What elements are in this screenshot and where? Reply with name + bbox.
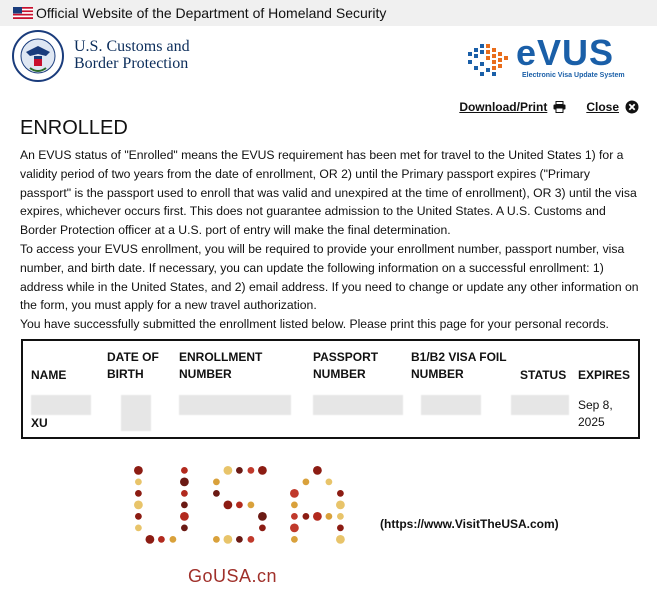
usa-logo-dot (248, 536, 255, 543)
usa-logo-dot (158, 536, 165, 543)
header-enrollment-line1: ENROLLMENT (179, 350, 263, 364)
page-actions (459, 100, 639, 114)
usa-logo-dot (313, 512, 322, 521)
usa-logo-dot (181, 502, 188, 509)
site-header (0, 26, 657, 98)
evus-logo (462, 30, 652, 90)
usa-logo-dot (224, 466, 233, 475)
usa-logo-dot (303, 513, 310, 520)
page-title: ENROLLED (20, 117, 128, 139)
header-visa-foil-number (411, 349, 507, 383)
usa-logo-dot (224, 501, 233, 510)
usa-logo-dot (213, 490, 220, 497)
confirmation-paragraph: You have successfully submitted the enrollment listed below. Please print this page for your personal records. (20, 317, 609, 331)
evus-globe-icon (462, 38, 514, 82)
printer-icon[interactable] (553, 101, 566, 113)
header-enrollment-line2: NUMBER (179, 367, 232, 381)
cell-expires (578, 397, 613, 431)
redacted-enrollment-number (179, 395, 291, 415)
header-dob-line1: DATE OF (107, 350, 159, 364)
usa-logo-dot (326, 513, 333, 520)
gousa-wordmark: GoUSA.cn (188, 566, 278, 586)
usa-logo-dot (181, 467, 188, 474)
usa-logo-dot (291, 502, 298, 509)
usa-logo-dot (181, 525, 188, 532)
usa-logo-dot (259, 525, 266, 532)
usa-logo-dot (248, 502, 255, 509)
usa-logo-dot (248, 467, 255, 474)
usa-logo-dot (258, 512, 267, 521)
usa-logo-dot (258, 466, 267, 475)
cell-expires-line1: Sep 8, (578, 398, 613, 412)
usa-logo-dot (337, 490, 344, 497)
agency-name-line1: U.S. Customs and (74, 38, 190, 55)
visit-usa-url: (https://www.VisitTheUSA.com) (380, 517, 559, 531)
usa-logo-dot (290, 524, 299, 533)
usa-logo-dot (291, 536, 298, 543)
usa-logo-dot (236, 536, 243, 543)
usa-logo-dot (134, 466, 143, 475)
evus-tagline: Electronic Visa Update System (522, 72, 625, 79)
dhs-seal-icon (12, 30, 64, 82)
usa-logo-dot (236, 467, 243, 474)
enrollment-table (21, 339, 640, 439)
header-dob-line2: BIRTH (107, 367, 144, 381)
usa-logo-dot (135, 490, 142, 497)
usa-dot-logo (128, 460, 360, 548)
usa-logo-dot (313, 466, 322, 475)
gov-banner-text: Official Website of the Department of Homeland Security (36, 5, 387, 21)
usa-logo-dot (135, 513, 142, 520)
usa-logo-dot (303, 479, 310, 486)
usa-logo-dot (213, 479, 220, 486)
header-passport-line1: PASSPORT (313, 350, 379, 364)
usa-logo-dot (134, 501, 143, 510)
header-visa-line1: B1/B2 VISA FOIL (411, 350, 507, 364)
usa-logo-dot (213, 536, 220, 543)
header-enrollment-number (179, 349, 262, 383)
access-instructions-paragraph: To access your EVUS enrollment, you will be required to provide your enrollment number, passport number, visa number, and birth date. If necessary, you can update the following information on a successful enrollment: 1) address while in the United States, and 2) email address. If you need to change or update any other information on the form, you must apply for a new travel authorization. (20, 242, 639, 313)
usa-logo-dot (224, 535, 233, 544)
usa-logo-dot (180, 512, 189, 521)
usa-logo-dot (135, 479, 142, 486)
cell-expires-line2: 2025 (578, 415, 605, 429)
status-explanation-paragraph: An EVUS status of "Enrolled" means the EVUS requirement has been met for travel to the United States 1) for a validity period of two years from the date of enrollment, OR 2) until the Primary passport expires ("Primary passport" is the passport used to enroll that was valid and unexpired at the time of enrollment), OR 3) until the visa expires, whichever occurs first. This does not guarantee admission to the United States. A U.S. Customs and Border Protection officer at a U.S. port of entry will make the final determination. (20, 148, 637, 238)
header-expires: EXPIRES (578, 368, 631, 382)
usa-logo-dot (337, 525, 344, 532)
us-flag-icon (13, 7, 33, 19)
agency-name (74, 38, 190, 72)
cell-name: XU (31, 416, 48, 430)
usa-logo-dot (146, 535, 155, 544)
usa-logo-dot (170, 536, 177, 543)
header-dob (107, 349, 159, 383)
usa-logo-dot (336, 501, 345, 510)
usa-logo-dot (326, 479, 333, 486)
header-status: STATUS (520, 368, 567, 382)
redacted-status (511, 395, 569, 415)
evus-wordmark: eVUS (516, 32, 615, 73)
usa-logo-dot (180, 478, 189, 487)
download-print-link[interactable]: Download/Print (459, 100, 548, 114)
usa-logo-dot (291, 513, 298, 520)
close-icon[interactable] (625, 100, 639, 114)
redacted-visa-number (421, 395, 481, 415)
usa-logo-dot (236, 502, 243, 509)
header-passport-line2: NUMBER (313, 367, 366, 381)
usa-logo-dot (135, 525, 142, 532)
usa-logo-dot (181, 490, 188, 497)
redacted-passport-number (313, 395, 403, 415)
header-visa-line2: NUMBER (411, 367, 464, 381)
usa-logo-dot (337, 513, 344, 520)
usa-logo-dot (290, 489, 299, 498)
usa-logo-dot (336, 535, 345, 544)
close-link[interactable]: Close (586, 100, 619, 114)
redacted-name (31, 395, 91, 415)
agency-name-line2: Border Protection (74, 55, 189, 72)
redacted-dob (121, 395, 151, 431)
header-passport-number (313, 349, 378, 383)
header-name: NAME (31, 368, 67, 382)
gov-banner (0, 0, 657, 26)
